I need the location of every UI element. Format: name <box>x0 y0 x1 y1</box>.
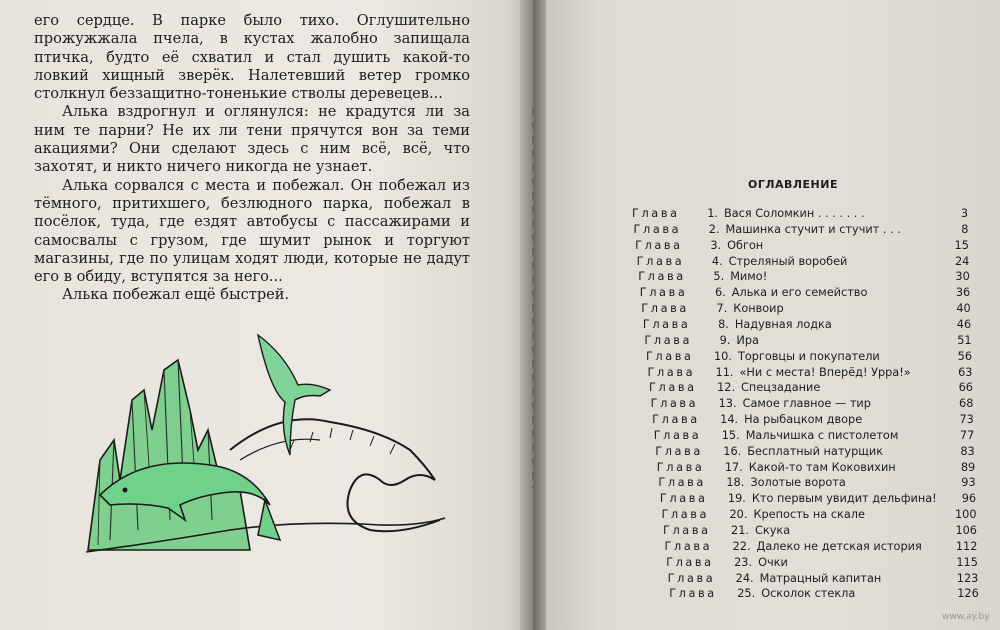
chapter-title: «Ни с места! Вперёд! Урра!» <box>739 365 911 379</box>
chapter-number: 1. <box>707 207 718 220</box>
toc-entry <box>632 207 968 223</box>
chapter-page-number: 15 <box>954 238 969 252</box>
chapter-title: Алька и его семейство <box>731 286 868 300</box>
chapter-page-number: 36 <box>955 286 971 300</box>
chapter-number: 24. <box>735 571 754 585</box>
chapter-label: Глава <box>644 333 693 347</box>
toc-entry <box>633 222 969 239</box>
chapter-label: Глава <box>663 524 711 537</box>
chapter-label: Глава <box>639 286 688 300</box>
toc-entry <box>644 333 972 350</box>
toc-entry <box>641 302 971 318</box>
chapter-number: 10. <box>713 349 732 363</box>
chapter-title: Мимо! <box>730 270 768 284</box>
chapter-number: 11. <box>715 365 734 379</box>
chapter-number: 9. <box>719 333 731 347</box>
chapter-label: Глава <box>632 207 680 220</box>
chapter-page-number: 63 <box>958 365 973 379</box>
chapter-label: Глава <box>664 539 713 553</box>
chapter-label: Глава <box>652 413 700 427</box>
chapter-label: Глава <box>638 270 686 284</box>
chapter-title: Обгон <box>727 238 764 252</box>
story-text <box>34 12 470 305</box>
chapter-page-number: 123 <box>956 571 979 585</box>
toc-entry <box>650 397 974 413</box>
paragraph: Алька вздрогнул и оглянулся: не крадутся ли за ним те парни? Не их ли тени прячутся вон за теми акациями? Они сделают здесь с ним всё, всё, что захотят, и никто ничего никогда не узнает. <box>34 103 470 176</box>
chapter-title: Самое главное — тир <box>742 397 871 411</box>
toc-entry <box>642 317 972 334</box>
chapter-title: Вася Соломкин . . . . . . . <box>724 207 865 220</box>
toc-entry <box>663 524 977 540</box>
chapter-label: Глава <box>641 302 689 316</box>
chapter-label: Глава <box>642 317 691 331</box>
chapter-label: Глава <box>649 381 697 395</box>
chapter-label: Глава <box>658 476 706 490</box>
toc-entry <box>635 238 969 255</box>
chapter-number: 15. <box>721 428 740 442</box>
chapter-page-number: 83 <box>960 444 975 458</box>
chapter-number: 18. <box>726 476 745 490</box>
toc-entry <box>666 555 978 572</box>
chapter-title: Кто первым увидит дельфина! <box>751 492 937 506</box>
toc-title: ОГЛАВЛЕНИЕ <box>748 178 838 191</box>
rock-drawing <box>88 360 250 550</box>
chapter-label: Глава <box>633 222 682 236</box>
chapter-title: На рыбацком дворе <box>744 413 863 427</box>
chapter-page-number: 68 <box>959 397 974 411</box>
dolphin-illustration <box>80 330 450 560</box>
toc-entry <box>638 270 970 286</box>
chapter-title: Крепость на скале <box>753 508 865 522</box>
chapter-label: Глава <box>656 460 705 474</box>
chapter-label: Глава <box>635 238 683 252</box>
chapter-page-number: 40 <box>956 302 971 316</box>
toc-entry <box>645 349 973 366</box>
toc-entry <box>647 365 973 382</box>
chapter-title: Матрацный капитан <box>759 571 882 585</box>
chapter-page-number: 93 <box>961 476 976 490</box>
chapter-label: Глава <box>650 397 699 411</box>
chapter-number: 3. <box>710 238 722 252</box>
toc-entry <box>636 254 970 271</box>
chapter-number: 25. <box>737 587 756 601</box>
chapter-page-number: 56 <box>957 349 973 363</box>
chapter-label: Глава <box>669 587 717 601</box>
chapter-number: 7. <box>716 302 728 316</box>
chapter-title: Скука <box>755 524 791 537</box>
toc-entry <box>664 539 978 556</box>
chapter-page-number: 46 <box>956 317 972 331</box>
chapter-title: Торговцы и покупатели <box>737 349 880 363</box>
chapter-label: Глава <box>659 492 708 506</box>
chapter-number: 8. <box>718 317 729 331</box>
chapter-title: Спецзадание <box>741 381 821 395</box>
paragraph: Алька сорвался с места и побежал. Он побежал из тёмного, притихшего, безлюдного парка, побежал в посёлок, туда, где ездят автобусы с пассажирами и самосвалы с грузом, где шумит рынок и торгуют магазины, где по улицам ходят люди, которые не дадут его в обиду, вступятся за него... <box>34 176 470 286</box>
chapter-page-number: 30 <box>955 270 970 284</box>
toc-entry <box>653 428 975 445</box>
chapter-page-number: 100 <box>954 508 977 522</box>
chapter-page-number: 8 <box>961 222 969 236</box>
chapter-title: Золотые ворота <box>750 476 846 490</box>
chapter-page-number: 115 <box>956 555 978 569</box>
chapter-title: Машинка стучит и стучит . . . <box>725 222 901 236</box>
chapter-number: 13. <box>718 397 737 411</box>
chapter-page-number: 73 <box>959 413 974 427</box>
chapter-page-number: 24 <box>954 254 970 268</box>
chapter-title: Какой-то там Коковихин <box>748 460 896 474</box>
chapter-title: Надувная лодка <box>734 317 832 331</box>
chapter-label: Глава <box>636 254 685 268</box>
toc-entry <box>658 476 976 492</box>
chapter-page-number: 77 <box>959 428 975 442</box>
toc-entry <box>655 444 975 461</box>
toc-entry <box>669 587 979 603</box>
chapter-label: Глава <box>647 365 696 379</box>
chapter-page-number: 126 <box>957 587 979 601</box>
toc-entry <box>639 286 971 302</box>
chapter-number: 17. <box>724 460 743 474</box>
chapter-page-number: 96 <box>961 492 977 506</box>
chapter-title: Ира <box>736 333 759 347</box>
paragraph: Алька побежал ещё быстрей. <box>62 286 290 304</box>
chapter-page-number: 112 <box>955 539 978 553</box>
chapter-number: 12. <box>717 381 736 395</box>
binding-stitch <box>532 108 534 488</box>
chapter-label: Глава <box>666 555 714 569</box>
chapter-title: Стреляный воробей <box>728 254 848 268</box>
toc-entry <box>656 460 976 477</box>
toc-entry <box>659 492 977 508</box>
chapter-title: Конвоир <box>733 302 784 316</box>
chapter-title: Осколок стекла <box>761 587 856 601</box>
toc-entry <box>661 508 977 524</box>
toc-entry <box>652 413 974 429</box>
chapter-page-number: 89 <box>960 460 976 474</box>
chapter-number: 19. <box>727 492 746 506</box>
watermark: www.ay.by <box>942 612 990 622</box>
chapter-number: 16. <box>723 444 742 458</box>
chapter-page-number: 3 <box>960 207 968 220</box>
chapter-number: 21. <box>731 524 749 537</box>
chapter-page-number: 51 <box>957 333 972 347</box>
chapter-number: 20. <box>729 508 748 522</box>
paragraph: его сердце. В парке было тихо. Оглушительно прожужжала пчела, в кустах жалобно запищала птичка, будто её схватил и стал душить какой-то ловкий хищный зверёк. Налетевший ветер громко столкнул беззащитно-тоненькие стволы деревецев... <box>34 12 470 103</box>
chapter-number: 14. <box>720 413 739 427</box>
chapter-title: Далеко не детская история <box>756 539 922 553</box>
chapter-number: 6. <box>714 286 726 300</box>
chapter-number: 4. <box>711 254 723 268</box>
chapter-number: 5. <box>713 270 725 284</box>
chapter-label: Глава <box>661 508 710 522</box>
chapter-number: 2. <box>708 222 720 236</box>
chapter-page-number: 66 <box>958 381 973 395</box>
chapter-title: Мальчишка с пистолетом <box>745 428 899 442</box>
chapter-title: Бесплатный натурщик <box>747 444 884 458</box>
seagull-drawing <box>258 335 330 455</box>
chapter-label: Глава <box>667 571 716 585</box>
chapter-label: Глава <box>653 428 702 442</box>
chapter-page-number: 106 <box>955 524 977 537</box>
chapter-number: 23. <box>734 555 753 569</box>
toc-entry <box>667 571 979 588</box>
chapter-number: 22. <box>732 539 751 553</box>
chapter-label: Глава <box>655 444 703 458</box>
toc-entry <box>649 381 973 397</box>
chapter-title: Очки <box>758 555 788 569</box>
chapter-label: Глава <box>645 349 694 363</box>
